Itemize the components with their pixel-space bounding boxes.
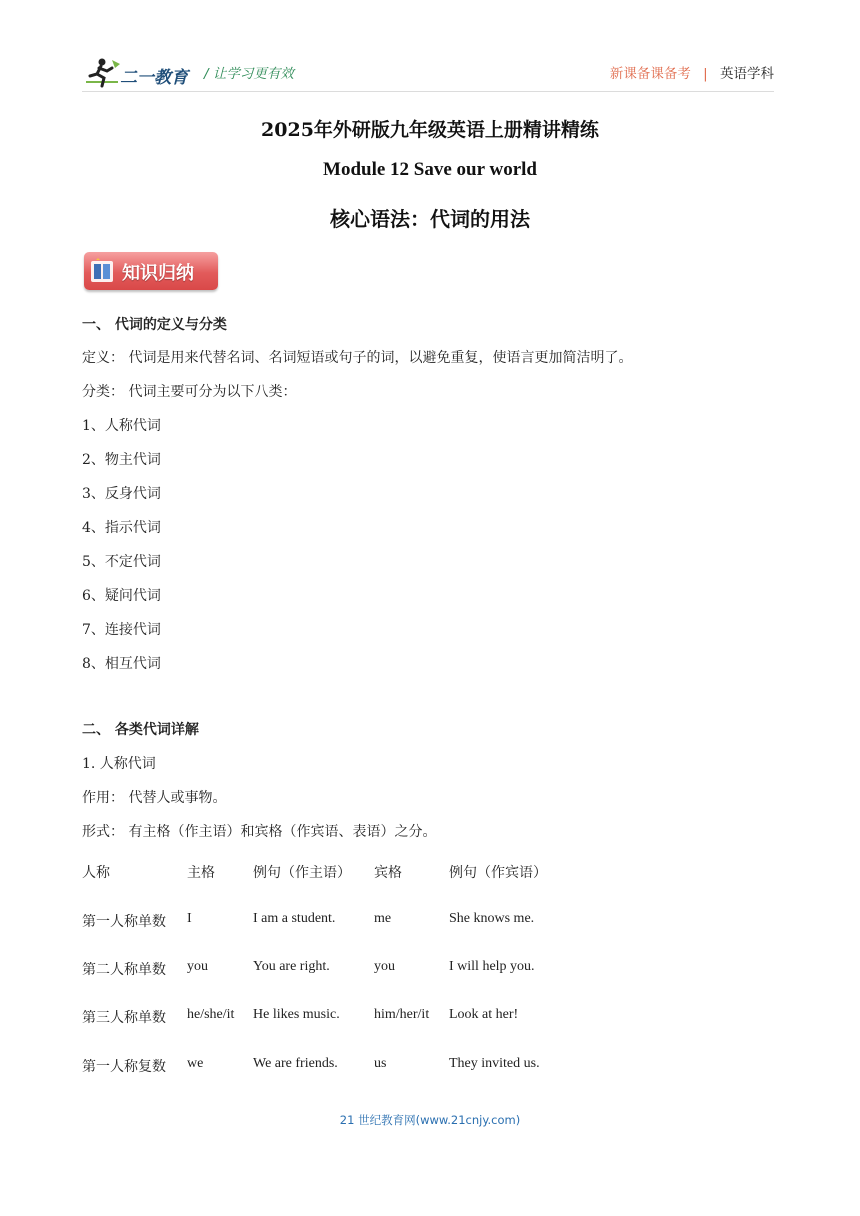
grammar-title: 核心语法：代词的用法 — [330, 207, 530, 231]
book-icon — [90, 258, 114, 284]
logo-text: 二一教育 — [120, 68, 188, 88]
table-cell: She knows me. — [449, 911, 535, 926]
header-right — [610, 62, 774, 82]
section-heading: 一、 代词的定义与分类 — [82, 317, 227, 333]
list-item: 5、不定代词 — [82, 554, 161, 570]
list-item: 8、相互代词 — [82, 656, 161, 672]
table-row — [82, 911, 682, 931]
badge-label: 知识归纳 — [122, 263, 194, 284]
table-cell: I am a student. — [253, 911, 336, 926]
logo — [82, 56, 192, 90]
list-item: 6、疑问代词 — [82, 588, 161, 604]
table-cell: 第一人称单数 — [82, 915, 166, 930]
header-separator: | — [703, 66, 708, 82]
runner-logo-icon — [82, 56, 122, 90]
table-cell: we — [187, 1056, 204, 1071]
module-title: Module 12 Save our world — [323, 159, 537, 180]
list-item: 7、连接代词 — [82, 622, 161, 638]
table-cell: us — [374, 1056, 387, 1071]
table-cell: I — [187, 911, 192, 926]
table-cell: him/her/it — [374, 1007, 430, 1022]
slogan: / 让学习更有效 — [204, 66, 294, 82]
form-text: 形式： 有主格（作主语）和宾格（作宾语、表语）之分。 — [82, 824, 437, 840]
table-cell: you — [187, 959, 208, 974]
page-header — [82, 54, 774, 92]
table-cell: he/she/it — [187, 1007, 235, 1022]
table-header-cell: 人称 — [82, 866, 110, 881]
table-header-row — [82, 862, 682, 882]
table-row — [82, 1056, 682, 1076]
list-item: 1、人称代词 — [82, 418, 161, 434]
table-cell: 第二人称单数 — [82, 963, 166, 978]
table-cell: me — [374, 911, 392, 926]
table-header-cell: 例句（作主语） — [253, 866, 351, 881]
table-cell: You are right. — [253, 959, 330, 974]
doc-title: 2025年外研版九年级英语上册精讲精练 — [261, 119, 599, 141]
table-header-cell: 宾格 — [374, 866, 402, 881]
header-divider — [82, 91, 774, 92]
table-cell: He likes music. — [253, 1007, 340, 1022]
list-item: 2、物主代词 — [82, 452, 161, 468]
knowledge-summary-badge — [84, 252, 218, 290]
table-row — [82, 1007, 682, 1027]
list-item: 3、反身代词 — [82, 486, 161, 502]
table-cell: I will help you. — [449, 959, 535, 974]
table-header-cell: 例句（作宾语） — [449, 866, 547, 881]
page-footer: 21 世纪教育网(www.21cnjy.com) — [339, 1113, 521, 1127]
table-row — [82, 959, 682, 979]
subsection-heading: 1. 人称代词 — [82, 756, 156, 772]
list-item: 4、指示代词 — [82, 520, 161, 536]
function-text: 作用： 代替人或事物。 — [82, 790, 227, 806]
subject-label: 英语学科 — [720, 66, 774, 82]
table-cell: We are friends. — [253, 1056, 338, 1071]
course-tag: 新课备课备考 — [609, 66, 691, 82]
classification-text: 分类： 代词主要可分为以下八类： — [82, 384, 297, 400]
table-cell: you — [374, 959, 395, 974]
table-cell: They invited us. — [449, 1056, 540, 1071]
table-cell: 第一人称复数 — [82, 1060, 166, 1075]
definition-text: 定义： 代词是用来代替名词、名词短语或句子的词，以避免重复，使语言更加简洁明了。 — [82, 350, 633, 366]
table-cell: Look at her! — [449, 1007, 519, 1022]
table-header-cell: 主格 — [187, 866, 215, 881]
table-cell: 第三人称单数 — [82, 1011, 166, 1026]
section-heading: 二、 各类代词详解 — [82, 722, 199, 738]
